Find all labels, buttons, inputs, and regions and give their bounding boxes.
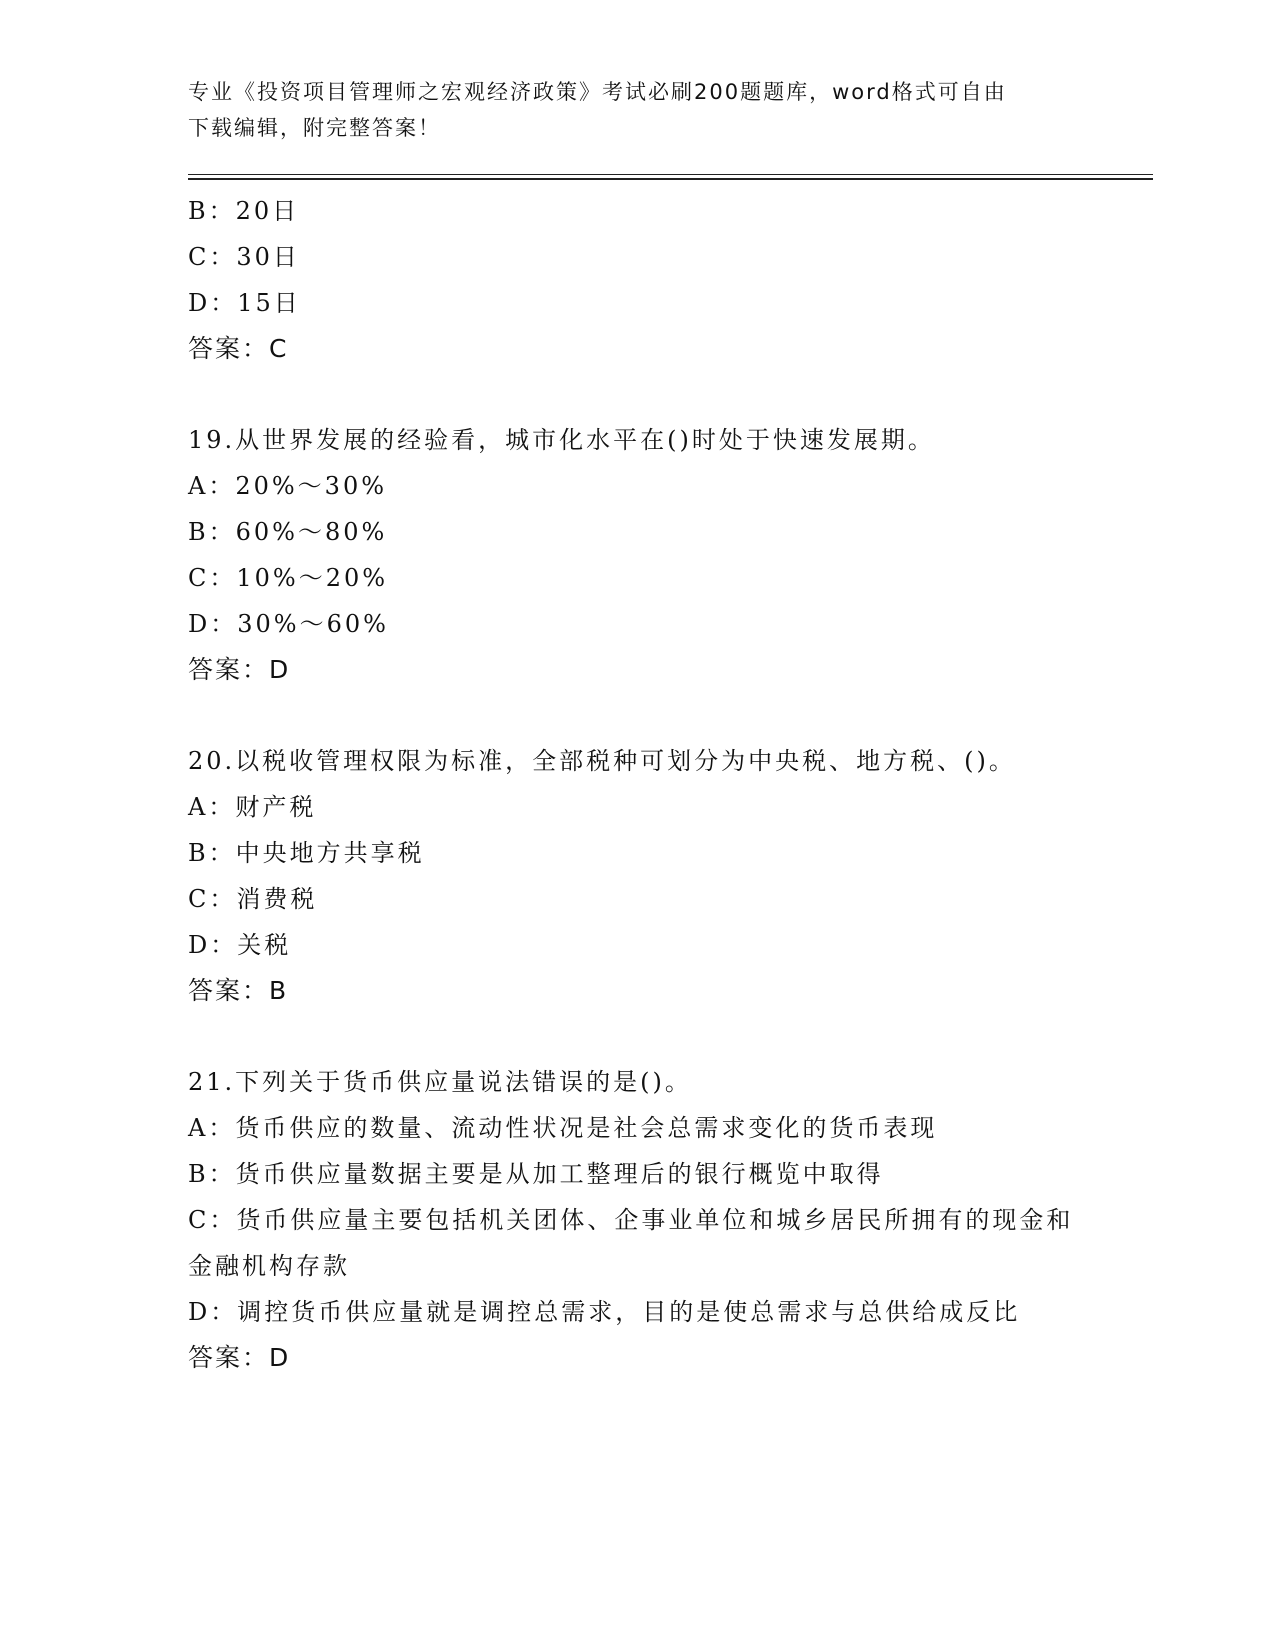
header-line-1: 专业《投资项目管理师之宏观经济政策》考试必刷200题题库，word格式可自由 (188, 80, 1007, 104)
option-d: D：调控货币供应量就是调控总需求，目的是使总需求与总供给成反比 (188, 1298, 1021, 1326)
option-a: A：财产税 (188, 793, 317, 821)
option-a: A：20%～30% (188, 472, 388, 500)
previous-question-tail (188, 188, 1088, 372)
answer-line: 答案：D (188, 655, 291, 684)
answer-line: 答案：B (188, 976, 289, 1005)
option-c: C：10%～20% (188, 564, 389, 592)
question-stem: 20.以税收管理权限为标准，全部税种可划分为中央税、地方税、()。 (188, 747, 1016, 775)
answer-line: 答案：C (188, 334, 289, 363)
option-c: C：消费税 (188, 885, 318, 913)
option-c: C：30日 (188, 243, 300, 271)
spacer (188, 693, 1088, 738)
document-header (188, 74, 1088, 146)
option-b: B：20日 (188, 197, 300, 225)
header-line-2: 下载编辑，附完整答案！ (188, 116, 441, 140)
option-c: C：货币供应量主要包括机关团体、企事业单位和城乡居民所拥有的现金和金融机构存款 (188, 1206, 1074, 1280)
option-b: B：60%～80% (188, 518, 388, 546)
spacer (188, 1014, 1088, 1059)
question-19 (188, 417, 1088, 693)
option-b: B：货币供应量数据主要是从加工整理后的银行概览中取得 (188, 1160, 884, 1188)
header-divider-thick (188, 178, 1153, 180)
option-d: D：15日 (188, 289, 301, 317)
option-d: D：关税 (188, 931, 292, 959)
spacer (188, 372, 1088, 417)
question-20 (188, 738, 1088, 1014)
question-list (188, 188, 1088, 1381)
answer-line: 答案：D (188, 1343, 291, 1372)
question-stem: 21.下列关于货币供应量说法错误的是()。 (188, 1068, 692, 1096)
question-21 (188, 1059, 1088, 1381)
option-a: A：货币供应的数量、流动性状况是社会总需求变化的货币表现 (188, 1114, 938, 1142)
header-divider-thin (188, 174, 1153, 175)
option-d: D：30%～60% (188, 610, 389, 638)
question-stem: 19.从世界发展的经验看，城市化水平在()时处于快速发展期。 (188, 426, 935, 454)
option-b: B：中央地方共享税 (188, 839, 425, 867)
